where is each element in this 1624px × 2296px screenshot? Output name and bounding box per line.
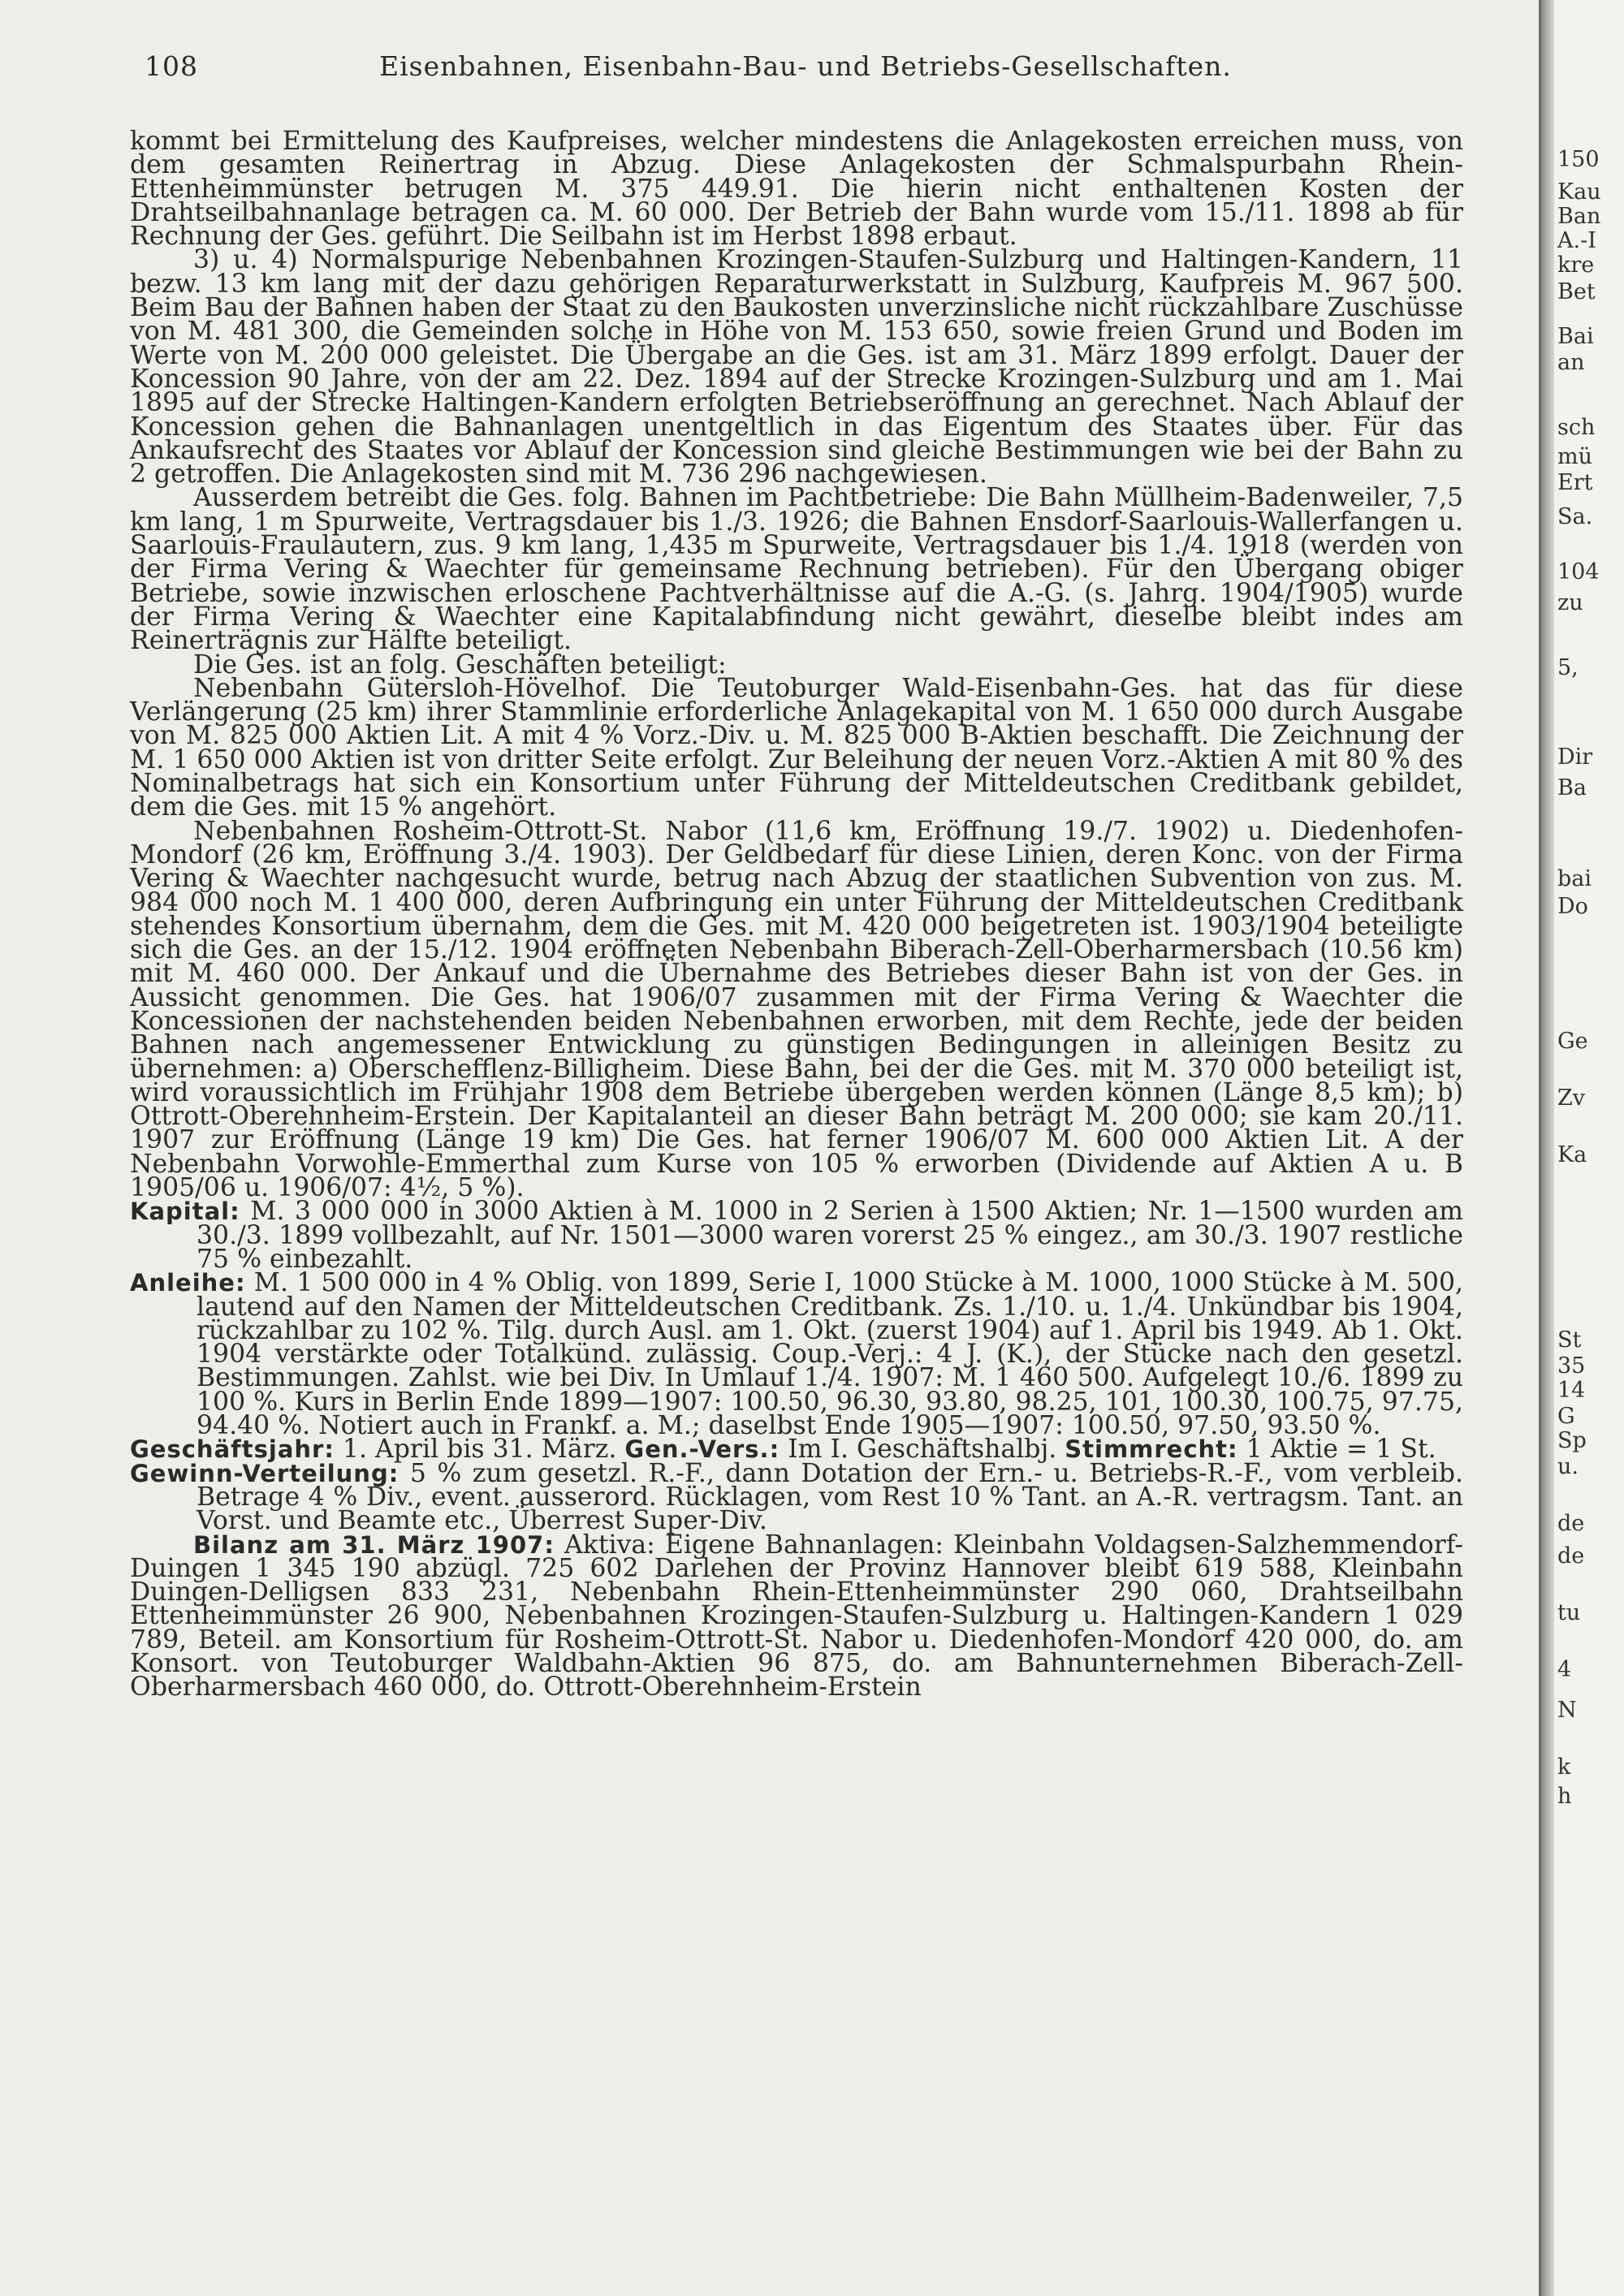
edge-fragment: zu xyxy=(1557,590,1583,615)
edge-fragment: Ge xyxy=(1557,1029,1588,1054)
edge-fragment: 150 xyxy=(1557,147,1600,172)
edge-fragment: 14 xyxy=(1557,1378,1586,1403)
edge-fragment: St xyxy=(1557,1327,1582,1353)
edge-fragment: kre xyxy=(1557,252,1595,278)
edge-fragment: u. xyxy=(1557,1454,1579,1479)
section-text: Aktiva: Eigene Bahnanlagen: Kleinbahn Voldagsen-Salzhemmendorf-Duingen 1 345 190 abzügl. 725 602 Darlehen der Provinz Hannover bleibt 619 588, Kleinbahn Duingen-Delligsen 833 231, Nebenbahn Rhein-Ettenheimmünster 290 060, Drahtseilbahn Ettenheimmünster 26 900, Nebenbahnen Krozingen-Staufen-Sulzburg u. Haltingen-Kandern 1 029 789, Beteil. am Konsortium für Rosheim-Ottrott-St. Nabor u. Diedenhofen-Mondorf 420 000, do. am Konsort. von Teutoburger Waldbahn-Aktien 96 875, do. am Bahnunternehmen Biberach-Zell-Oberharmersbach 460 000, do. Ottrott-Oberehnheim-Erstein xyxy=(130,1530,1464,1703)
section-text: M. 1 500 000 in 4 % Oblig. von 1899, Serie I, 1000 Stücke à M. 1000, 1000 Stücke à M. 500, lautend auf den Namen der Mitteldeutschen Creditbank. Zs. 1./10. u. 1./4. Unkündbar bis 1904, rückzahlbar zu 102 %. Tilg. durch Ausl. am 1. Okt. (zuerst 1904) auf 1. April bis 1949. Ab 1. Okt. 1904 verstärkte oder Totalkünd. zulässig. Coup.-Verj.: 4 J. (K.), der Stücke nach den gesetzl. Bestimmungen. Zahlst. wie bei Div. In Umlauf 1./4. 1907: M. 1 460 500. Aufgelegt 10./6. 1899 zu 100 %. Kurs in Berlin Ende 1899—1907: 100.50, 96.30, 93.80, 98.25, 101, 100.30, 100.75, 97.75, 94.40 %. Notiert auch in Frankf. a. M.; daselbst Ende 1905—1907: 100.50, 97.50, 93.50 %. xyxy=(197,1268,1463,1441)
paragraph-kaufpreis: kommt bei Ermittelung des Kaufpreises, welcher mindestens die Anlagekosten erreichen muss, von dem gesamten Reinertrag in Abzug. Diese Anlagekosten der Schmalspurbahn Rhein-Ettenheimmünster betrugen M. 375 449.91. Die hierin nicht enthaltenen Kosten der Drahtseilbahnanlage betragen ca. M. 60 000. Der Betrieb der Bahn wurde vom 15./11. 1898 ab für Rechnung der Ges. geführt. Die Seilbahn ist im Herbst 1898 erbaut. xyxy=(130,127,1463,252)
section-gewinn-verteilung xyxy=(130,1458,1464,1536)
edge-fragment: h xyxy=(1557,1784,1572,1809)
edge-fragment: Do xyxy=(1557,894,1588,919)
edge-fragment: k xyxy=(1557,1754,1571,1780)
section-text: M. 3 000 000 in 3000 Aktien à M. 1000 in 2 Serien à 1500 Aktien; Nr. 1—1500 wurden am 30./3. 1899 vollbezahlt, auf Nr. 1501—3000 waren vorerst 25 % eingez., am 30./3. 1907 restliche 75 % einbezahlt. xyxy=(197,1197,1463,1274)
edge-fragment: 35 xyxy=(1557,1353,1586,1379)
edge-fragment: A.-I xyxy=(1557,228,1596,253)
edge-fragment: Sp xyxy=(1557,1428,1587,1453)
edge-fragment: Ka xyxy=(1557,1142,1587,1167)
page-header xyxy=(145,50,1233,91)
edge-fragment: 104 xyxy=(1557,559,1600,585)
edge-fragment: de xyxy=(1557,1543,1585,1569)
section-text: 1. April bis 31. März. xyxy=(342,1435,617,1465)
section-anleihe xyxy=(130,1268,1463,1441)
section-label: Anleihe: xyxy=(130,1269,246,1297)
running-head: Eisenbahnen, Eisenbahn-Bau- und Betriebs-Gesellschaften. xyxy=(379,50,1232,82)
edge-fragment: Kau xyxy=(1557,179,1601,205)
section-label-gen-vers: Gen.-Vers.: xyxy=(624,1435,780,1464)
edge-fragment: Ert xyxy=(1557,470,1593,495)
edge-fragment: Bai xyxy=(1557,324,1594,349)
page-number: 108 xyxy=(145,50,198,82)
edge-fragment: Sa. xyxy=(1557,504,1593,529)
edge-fragment: Ba xyxy=(1557,775,1587,801)
section-text-stimmrecht: 1 Aktie = 1 St. xyxy=(1246,1435,1436,1465)
edge-fragment: Bet xyxy=(1557,279,1596,304)
paragraph-krozingen-haltingen: 3) u. 4) Normalspurige Nebenbahnen Krozingen-Staufen-Sulzburg und Haltingen-Kandern, 11 bezw. 13 km lang mit der dazu gehörigen Reparaturwerkstatt in Sulzburg, Kaufpreis M. 967 500. Beim Bau der Bahnen haben der Staat zu den Baukosten unverzinsliche nicht rückzahlbare Zuschüsse von M. 481 300, die Gemeinden solche in Höhe von M. 153 650, sowie freien Grund und Boden im Werte von M. 200 000 geleistet. Die Übergabe an die Ges. ist am 31. März 1899 erfolgt. Dauer der Koncession 90 Jahre, von der am 22. Dez. 1894 auf der Strecke Krozingen-Sulzburg und am 1. Mai 1895 auf der Strecke Haltingen-Kandern erfolgten Betriebseröffnung an gerechnet. Nach Ablauf der Koncession gehen die Bahnanlagen unentgeltlich in das Eigentum des Staates über. Für das Ankaufsrecht des Staates vor Ablauf der Koncession sind gleiche Bestimmungen wie bei der Bahn zu 2 getroffen. Die Anlagekosten sind mit M. 736 296 nachgewiesen. xyxy=(130,245,1463,490)
section-text: 5 % zum gesetzl. R.-F., dann Dotation der Ern.- u. Betriebs-R.-F., vom verbleib. Betrage 4 % Div., event. ausserord. Rücklagen, vom Rest 10 % Tant. an A.-R. vertragsm. Tant. an Vorst. und Beamte etc., Überrest Super-Div. xyxy=(197,1458,1464,1536)
section-label: Geschäftsjahr: xyxy=(130,1435,335,1464)
section-label: Bilanz am 31. März 1907: xyxy=(193,1530,555,1559)
section-label: Gewinn-Verteilung: xyxy=(130,1459,400,1487)
section-label-stimmrecht: Stimmrecht: xyxy=(1065,1435,1238,1464)
edge-fragment: 4 xyxy=(1557,1657,1572,1682)
edge-fragment: Dir xyxy=(1557,744,1593,770)
page-gutter-shadow xyxy=(1541,0,1554,2296)
edge-fragment: 5, xyxy=(1557,655,1579,680)
section-label: Kapital: xyxy=(130,1198,240,1226)
section-kapital xyxy=(130,1197,1463,1274)
section-text-gen-vers: Im I. Geschäftshalbj. xyxy=(788,1435,1057,1465)
paragraph-rosheim: Nebenbahnen Rosheim-Ottrott-St. Nabor (11,6 km, Eröffnung 19./7. 1902) u. Diedenhofen-Mondorf (26 km, Eröffnung 3./4. 1903). Der Geldbedarf für diese Linien, deren Konc. von der Firma Vering & Waechter nachgesucht wurde, betrug nach Abzug der staatlichen Subvention von zus. M. 984 000 noch M. 1 400 000, deren Aufbringung ein unter Führung der Mitteldeutschen Creditbank stehendes Konsortium übernahm, dem die Ges. mit M. 420 000 beigetreten ist. 1903/1904 beteiligte sich die Ges. an der 15./12. 1904 eröffneten Nebenbahn Biberach-Zell-Oberharmersbach (10.56 km) mit M. 460 000. Der Ankauf und die Übernahme des Betriebes dieser Bahn ist von der Ges. in Aussicht genommen. Die Ges. hat 1906/07 zusammen mit der Firma Vering & Waechter die Koncessionen der nachstehenden beiden Nebenbahnen erworben, mit dem Rechte, jede der beiden Bahnen nach angemessener Entwicklung zu günstigen Bedingungen in alleinigen Besitz zu übernehmen: a) Oberschefflenz-Billigheim. Diese Bahn, bei der die Ges. mit M. 370 000 beteiligt ist, wird voraussichtlich im Frühjahr 1908 dem Betriebe übergeben werden können (Länge 8,5 km); b) Ottrott-Oberehnheim-Erstein. Der Kapitalanteil an dieser Bahn beträgt M. 200 000; sie kam 20./11. 1907 zur Eröffnung (Länge 19 km) Die Ges. hat ferner 1906/07 M. 600 000 Aktien Lit. A der Nebenbahn Vorwohle-Emmerthal zum Kurse von 105 % erworben (Dividende auf Aktien A u. B 1905/06 u. 1906/07: 4½, 5 %). xyxy=(130,816,1463,1203)
main-text-column xyxy=(130,127,1464,1703)
adjacent-page-edge xyxy=(1539,0,1624,2296)
paragraph-pachtbetrieb: Ausserdem betreibt die Ges. folg. Bahnen im Pachtbetriebe: Die Bahn Müllheim-Badenweiler, 7,5 km lang, 1 m Spurweite, Vertragsdauer bis 1./3. 1926; die Bahnen Ensdorf-Saarlouis-Wallerfangen u. Saarlouis-Fraulautern, zus. 9 km lang, 1,435 m Spurweite, Vertragsdauer bis 1./4. 1918 (werden von der Firma Vering & Waechter für gemeinsame Rechnung betrieben). Für den Übergang obiger Betriebe, sowie inzwischen erloschene Pachtverhältnisse auf die A.-G. (s. Jahrg. 1904/1905) wurde der Firma Vering & Waechter eine Kapitalabfindung nicht gewährt, dieselbe bleibt indes am Reinerträgnis zur Hälfte beteiligt. xyxy=(130,483,1463,656)
edge-fragment: G xyxy=(1557,1404,1575,1429)
paragraph-beteiligungen-intro: Die Ges. ist an folg. Geschäften beteiligt: xyxy=(193,650,727,680)
edge-fragment: mü xyxy=(1557,444,1592,469)
edge-fragment: N xyxy=(1557,1698,1577,1723)
edge-fragment: bai xyxy=(1557,866,1592,891)
paragraph-guetersloh: Nebenbahn Gütersloh-Hövelhof. Die Teutoburger Wald-Eisenbahn-Ges. hat das für diese Verlängerung (25 km) ihrer Stammlinie erforderliche Anlagekapital von M. 1 650 000 durch Ausgabe von M. 825 000 Aktien Lit. A mit 4 % Vorz.-Div. u. M. 825 000 B-Aktien beschafft. Die Zeichnung der M. 1 650 000 Aktien ist von dritter Seite erfolgt. Zur Beleihung der neuen Vorz.-Aktien A mit 80 % des Nominalbetrags hat sich ein Konsortium unter Führung der Mitteldeutschen Creditbank gebildet, dem die Ges. mit 15 % angehört. xyxy=(130,673,1463,822)
edge-fragment: Ban xyxy=(1557,204,1601,229)
edge-fragment: an xyxy=(1557,350,1585,375)
section-bilanz xyxy=(130,1530,1464,1703)
edge-fragment: sch xyxy=(1557,415,1596,440)
edge-fragment: Zv xyxy=(1557,1085,1586,1111)
edge-fragment: tu xyxy=(1557,1600,1581,1625)
edge-fragment: de xyxy=(1557,1511,1585,1536)
